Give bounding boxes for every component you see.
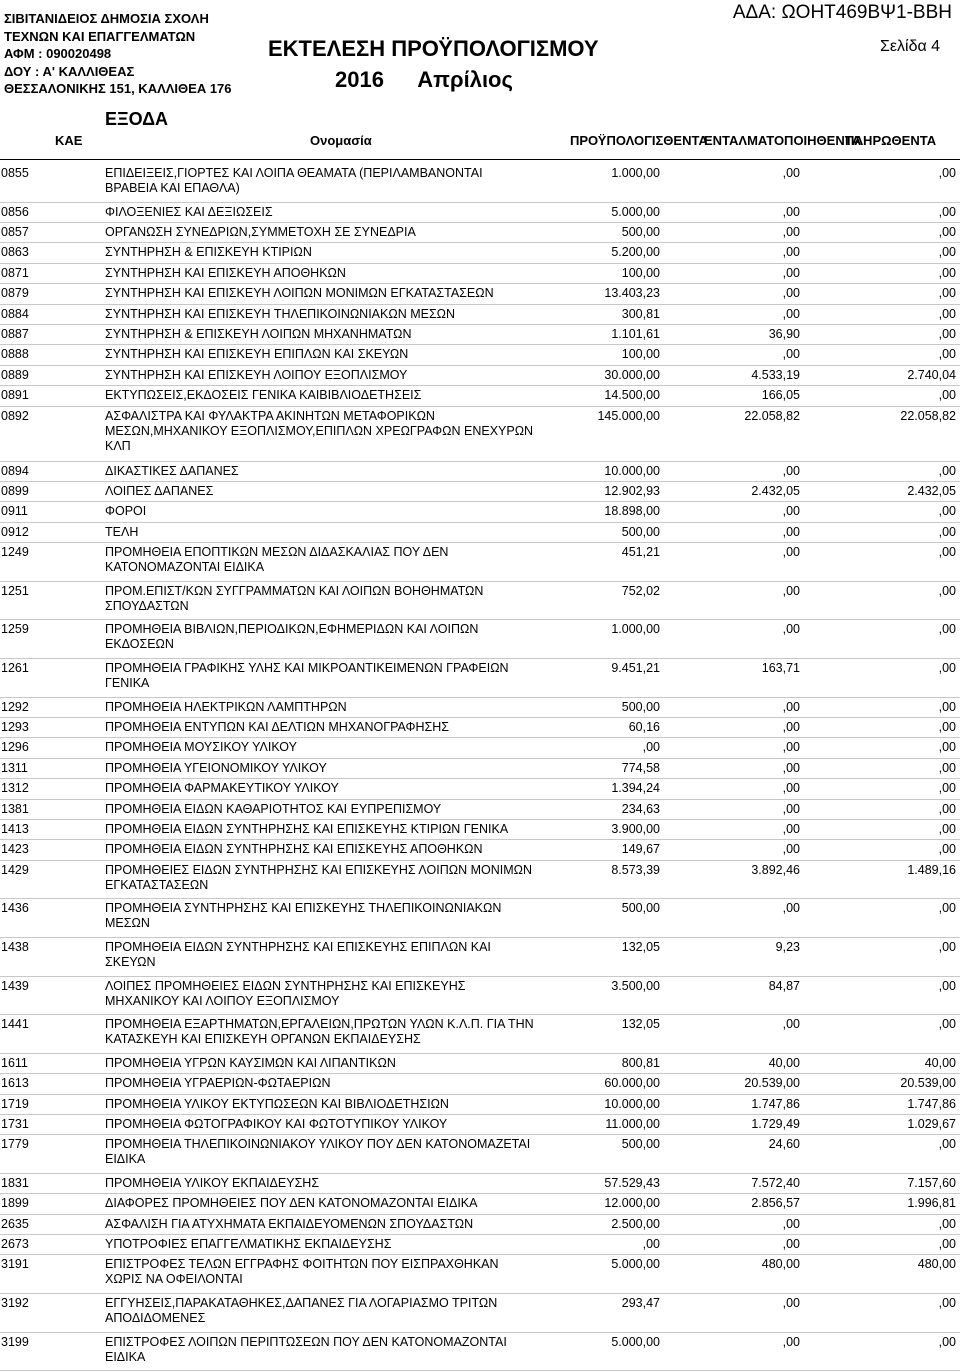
table-row [0,243,960,263]
row-committed: ,00 [782,760,800,775]
row-budgeted: ,00 [642,740,660,755]
row-budgeted: 60,16 [628,720,660,735]
row-budgeted: 3.500,00 [611,978,660,993]
row-paid: ,00 [938,306,956,321]
row-budgeted: 57.529,43 [604,1175,660,1190]
row-paid: ,00 [938,286,956,301]
table-row [0,899,960,938]
row-kae: 1436 [1,901,29,916]
row-budgeted: 774,58 [621,760,660,775]
table-row [0,305,960,325]
row-budgeted: 145.000,00 [597,408,660,423]
row-committed: 2.432,05 [751,484,800,499]
row-paid: ,00 [938,781,956,796]
row-committed: ,00 [782,583,800,598]
table-row [0,1255,960,1294]
row-committed: ,00 [782,740,800,755]
row-budgeted: 60.000,00 [604,1076,660,1091]
row-paid: ,00 [938,1334,956,1349]
row-name: ΠΡΟΜΗΘΕΙΑ ΕΙΔΩΝ ΣΥΝΤΗΡΗΣΗΣ ΚΑΙ ΕΠΙΣΚΕΥΗΣ ΚΤΙΡΙΩΝ ΓΕΝΙΚΑ [105,821,509,836]
row-paid: ,00 [938,524,956,539]
table-row [0,1333,960,1371]
row-kae: 0857 [1,224,29,239]
table-row [0,582,960,621]
row-name: ΠΡΟΜΗΘΕΙΑ ΤΗΛΕΠΙΚΟΙΝΩΝΙΑΚΟΥ ΥΛΙΚΟΥ ΠΟΥ ΔΕΝ ΚΑΤΟΝΟΜΑΖΕΤΑΙ ΕΙΔΙΚΑ [105,1137,531,1167]
row-kae: 1731 [1,1116,29,1131]
table-row [0,718,960,738]
row-kae: 1441 [1,1017,29,1032]
row-name: ΠΡΟΜΗΘΕΙΑ ΥΛΙΚΟΥ ΕΚΠΑΙΔΕΥΣΗΣ [105,1175,320,1190]
row-budgeted: 5.000,00 [611,1257,660,1272]
row-kae: 1311 [1,760,28,775]
row-name: ΤΕΛΗ [105,524,139,539]
row-committed: 1.729,49 [751,1116,800,1131]
row-name: ΠΡΟΜΗΘΕΙΑ ΦΩΤΟΓΡΑΦΙΚΟΥ ΚΑΙ ΦΩΤΟΤΥΠΙΚΟΥ ΥΛΙΚΟΥ [105,1116,448,1131]
row-kae: 0887 [1,326,29,341]
row-name: ΠΡΟΜΗΘΕΙΑ ΒΙΒΛΙΩΝ,ΠΕΡΙΟΔΙΚΩΝ,ΕΦΗΜΕΡΙΔΩΝ ΚΑΙ ΛΟΙΠΩΝ ΕΚΔΟΣΕΩΝ [105,622,479,652]
row-committed: ,00 [782,245,800,260]
table-row [0,840,960,860]
row-name: ΕΠΙΔΕΙΞΕΙΣ,ΓΙΟΡΤΕΣ ΚΑΙ ΛΟΙΠΑ ΘΕΑΜΑΤΑ (ΠΕΡΙΛΑΜΒΑΝΟΝΤΑΙ ΒΡΑΒΕΙΑ ΚΑΙ ΕΠΑΘΛΑ) [105,166,483,195]
row-budgeted: ,00 [642,1237,660,1252]
row-committed: ,00 [782,265,800,280]
row-budgeted: 500,00 [621,699,660,714]
row-paid: 1.029,67 [907,1116,956,1131]
table-row [0,1235,960,1255]
table-row [0,1015,960,1054]
report-year: 2016 [335,67,384,92]
table-row [0,938,960,977]
row-kae: 1438 [1,939,29,954]
table-row [0,1135,960,1174]
row-budgeted: 293,47 [621,1296,660,1311]
table-row [0,779,960,799]
row-budgeted: 10.000,00 [604,463,660,478]
table-row [0,502,960,522]
row-kae: 1423 [1,842,29,857]
table-row [0,523,960,543]
address: ΘΕΣΣΑΛΟΝΙΚΗΣ 151, ΚΑΛΛΙΘΕΑ 176 [4,81,232,96]
row-kae: 1899 [1,1196,29,1211]
row-paid: 1.996,81 [907,1196,956,1211]
table-row [0,223,960,243]
table-row [0,1074,960,1094]
table-row [0,366,960,386]
table-row [0,1115,960,1135]
row-committed: ,00 [782,347,800,362]
row-paid: ,00 [938,245,956,260]
row-name: ΠΡΟΜΗΘΕΙΑ ΕΙΔΩΝ ΚΑΘΑΡΙΟΤΗΤΟΣ ΚΑΙ ΕΥΠΡΕΠΙΣΜΟΥ [105,801,442,816]
row-committed: ,00 [782,842,800,857]
row-paid: ,00 [938,204,956,219]
row-name: ΠΡΟΜΗΘΕΙΑ ΗΛΕΚΤΡΙΚΩΝ ΛΑΜΠΤΗΡΩΝ [105,699,347,714]
institution-line: ΣΙΒΙΤΑΝΙΔΕΙΟΣ ΔΗΜΟΣΙΑ ΣΧΟΛΗ [4,11,209,26]
row-committed: 84,87 [768,978,800,993]
ada-code: ΑΔΑ: ΩΟΗΤ469ΒΨ1-ΒΒΗ [732,2,952,23]
row-committed: ,00 [782,1296,800,1311]
column-header-kae: ΚΑΕ [55,133,83,148]
row-paid: ,00 [938,388,956,403]
row-kae: 1719 [1,1096,29,1111]
row-paid: ,00 [938,265,956,280]
row-committed: ,00 [782,166,800,180]
row-committed: ,00 [782,622,800,637]
row-name: ΠΡΟΜΗΘΕΙΑ ΓΡΑΦΙΚΗΣ ΥΛΗΣ ΚΑΙ ΜΙΚΡΟΑΝΤΙΚΕΙΜΕΝΩΝ ΓΡΑΦΕΙΩΝ ΓΕΝΙΚΑ [105,661,509,691]
column-header-paid: ΠΛΗΡΩΘΕΝΤΑ [845,133,937,148]
row-kae: 1831 [1,1175,29,1190]
row-kae: 1249 [1,545,29,560]
row-committed: 3.892,46 [751,862,800,877]
row-budgeted: 3.900,00 [611,821,660,836]
row-name: ΕΚΤΥΠΩΣΕΙΣ,ΕΚΔΟΣΕΙΣ ΓΕΝΙΚΑ ΚΑΙΒΙΒΛΙΟΔΕΤΗΣΕΙΣ [105,388,422,403]
row-paid: ,00 [938,760,956,775]
row-committed: 163,71 [761,661,800,676]
row-kae: 1293 [1,720,29,735]
row-budgeted: 100,00 [621,347,660,362]
row-committed: ,00 [782,720,800,735]
row-paid: ,00 [938,166,956,180]
row-budgeted: 13.403,23 [604,286,660,301]
row-paid: ,00 [938,504,956,519]
row-budgeted: 500,00 [621,524,660,539]
row-committed: ,00 [782,1017,800,1032]
table-row [0,659,960,698]
row-kae: 1439 [1,978,29,993]
row-kae: 0911 [1,504,28,519]
row-budgeted: 5.000,00 [611,204,660,219]
row-name: ΦΟΡΟΙ [105,504,147,519]
row-paid: ,00 [938,1017,956,1032]
row-name: ΔΙΚΑΣΤΙΚΕΣ ΔΑΠΑΝΕΣ [105,463,239,478]
row-name: ΣΥΝΤΗΡΗΣΗ ΚΑΙ ΕΠΙΣΚΕΥΗ ΑΠΟΘΗΚΩΝ [105,265,346,280]
row-name: ΣΥΝΤΗΡΗΣΗ ΚΑΙ ΕΠΙΣΚΕΥΗ ΛΟΙΠΟΥ ΕΞΟΠΛΙΣΜΟΥ [105,367,408,382]
row-name: ΠΡΟΜΗΘΕΙΑ ΥΛΙΚΟΥ ΕΚΤΥΠΩΣΕΩΝ ΚΑΙ ΒΙΒΛΙΟΔΕΤΗΣΙΩΝ [105,1096,449,1111]
row-kae: 3192 [1,1296,29,1311]
row-kae: 0863 [1,245,29,260]
row-committed: ,00 [782,1216,800,1231]
column-header-budgeted: ΠΡΟΫΠΟΛΟΓΙΣΘΕΝΤΑ [570,133,708,148]
row-kae: 0894 [1,463,29,478]
row-committed: 24,60 [768,1137,800,1152]
row-kae: 0871 [1,265,29,280]
row-budgeted: 12.902,93 [604,484,660,499]
row-name: ΣΥΝΤΗΡΗΣΗ & ΕΠΙΣΚΕΥΗ ΛΟΙΠΩΝ ΜΗΧΑΝΗΜΑΤΩΝ [105,326,412,341]
table-row [0,407,960,462]
table-row [0,345,960,365]
row-name: ΠΡΟΜΗΘΕΙΑ ΕΞΑΡΤΗΜΑΤΩΝ,ΕΡΓΑΛΕΙΩΝ,ΠΡΩΤΩΝ ΥΛΩΝ Κ.Λ.Π. ΓΙΑ ΤΗΝ ΚΑΤΑΣΚΕΥΗ ΚΑΙ ΕΠΙΣΚΕΥΗ ΟΡΓΑΝΩΝ ΕΚΠΑΙΔΕΥΣΗΣ [105,1017,534,1047]
page-number: Σελίδα 4 [880,38,941,55]
row-budgeted: 500,00 [621,1137,660,1152]
row-paid: ,00 [938,1296,956,1311]
row-name: ΠΡΟΜΗΘΕΙΑ ΜΟΥΣΙΚΟΥ ΥΛΙΚΟΥ [105,740,297,755]
table-row [0,284,960,304]
row-paid: ,00 [938,583,956,598]
row-name: ΣΥΝΤΗΡΗΣΗ & ΕΠΙΣΚΕΥΗ ΚΤΙΡΙΩΝ [105,245,312,260]
row-paid: ,00 [938,842,956,857]
table-row [0,1215,960,1235]
table-row [0,462,960,482]
row-paid: ,00 [938,1237,956,1252]
report-month: Απρίλιος [417,67,513,92]
row-kae: 0888 [1,347,29,362]
row-name: ΕΠΙΣΤΡΟΦΕΣ ΤΕΛΩΝ ΕΓΓΡΑΦΗΣ ΦΟΙΤΗΤΩΝ ΠΟΥ ΕΙΣΠΡΑΧΘΗΚΑΝ ΧΩΡΙΣ ΝΑ ΟΦΕΙΛΟΝΤΑΙ [105,1257,499,1287]
row-paid: 2.432,05 [907,484,956,499]
row-committed: ,00 [782,1334,800,1349]
row-name: ΔΙΑΦΟΡΕΣ ΠΡΟΜΗΘΕΙΕΣ ΠΟΥ ΔΕΝ ΚΑΤΟΝΟΜΑΖΟΝΤΑΙ ΕΙΔΙΚΑ [105,1196,478,1211]
table-row [0,1054,960,1074]
row-kae: 1429 [1,862,29,877]
row-kae: 0856 [1,204,29,219]
table-row [0,977,960,1016]
row-paid: 22.058,82 [900,408,956,423]
row-budgeted: 132,05 [621,1017,660,1032]
row-name: ΠΡΟΜΗΘΕΙΑ ΥΓΡΩΝ ΚΑΥΣΙΜΩΝ ΚΑΙ ΛΙΠΑΝΤΙΚΩΝ [105,1055,396,1070]
row-kae: 1312 [1,781,29,796]
table-row [0,698,960,718]
row-paid: ,00 [938,720,956,735]
row-kae: 0855 [1,166,29,180]
table-row [0,386,960,406]
table-row [0,738,960,758]
table-row [0,1174,960,1194]
row-paid: 7.157,60 [907,1175,956,1190]
row-committed: 2.856,57 [751,1196,800,1211]
row-kae: 1261 [1,661,29,676]
row-paid: ,00 [938,821,956,836]
section-title: ΕΞΟΔΑ [105,109,169,129]
row-name: ΠΡΟΜΗΘΕΙΑ ΕΝΤΥΠΩΝ ΚΑΙ ΔΕΛΤΙΩΝ ΜΗΧΑΝΟΓΡΑΦΗΣΗΣ [105,720,450,735]
row-name: ΠΡΟΜΗΘΕΙΑ ΣΥΝΤΗΡΗΣΗΣ ΚΑΙ ΕΠΙΣΚΕΥΗΣ ΤΗΛΕΠΙΚΟΙΝΩΝΙΑΚΩΝ ΜΕΣΩΝ [105,901,502,931]
row-committed: ,00 [782,306,800,321]
row-kae: 1779 [1,1137,29,1152]
row-name: ΑΣΦΑΛΙΣΤΡΑ ΚΑΙ ΦΥΛΑΚΤΡΑ ΑΚΙΝΗΤΩΝ ΜΕΤΑΦΟΡΙΚΩΝ ΜΕΣΩΝ,ΜΗΧΑΝΙΚΟΥ ΕΞΟΠΛΙΣΜΟΥ,ΕΠΙΠΛΩΝ ΧΡΕΩΓΡΑΦΩΝ ΕΝΕΧΥΡΩΝ ΚΛΠ [105,408,534,453]
report-title: ΕΚΤΕΛΕΣΗ ΠΡΟΫΠΟΛΟΓΙΣΜΟΥ [268,36,599,61]
row-budgeted: 100,00 [621,265,660,280]
row-committed: ,00 [782,821,800,836]
row-committed: ,00 [782,1237,800,1252]
row-paid: ,00 [938,347,956,362]
row-kae: 2635 [1,1216,29,1231]
row-name: ΠΡΟΜΗΘΕΙΑ ΦΑΡΜΑΚΕΥΤΙΚΟΥ ΥΛΙΚΟΥ [105,781,339,796]
row-paid: 1.489,16 [907,862,956,877]
row-budgeted: 9.451,21 [611,661,660,676]
row-budgeted: 5.200,00 [611,245,660,260]
row-paid: 40,00 [924,1055,956,1070]
row-name: ΕΠΙΣΤΡΟΦΕΣ ΛΟΙΠΩΝ ΠΕΡΙΠΤΩΣΕΩΝ ΠΟΥ ΔΕΝ ΚΑΤΟΝΟΜΑΖΟΝΤΑΙ ΕΙΔΙΚΑ [105,1334,507,1364]
row-kae: 0884 [1,306,29,321]
row-committed: 4.533,19 [751,367,800,382]
row-name: ΣΥΝΤΗΡΗΣΗ ΚΑΙ ΕΠΙΣΚΕΥΗ ΤΗΛΕΠΙΚΟΙΝΩΝΙΑΚΩΝ ΜΕΣΩΝ [105,306,456,321]
institution-info [4,10,232,98]
row-committed: ,00 [782,545,800,560]
row-paid: ,00 [938,1137,956,1152]
row-budgeted: 752,02 [621,583,660,598]
row-kae: 1611 [1,1055,28,1070]
row-kae: 0892 [1,408,29,423]
row-budgeted: 12.000,00 [604,1196,660,1211]
tax-office: ΔΟΥ : Α' ΚΑΛΛΙΘΕΑΣ [4,63,135,79]
row-committed: 1.747,86 [751,1096,800,1111]
expense-table [0,164,960,1371]
row-committed: 40,00 [768,1055,800,1070]
row-paid: ,00 [938,939,956,954]
row-kae: 1381 [1,801,29,816]
row-name: ΑΣΦΑΛΙΣΗ ΓΙΑ ΑΤΥΧΗΜΑΤΑ ΕΚΠΑΙΔΕΥΟΜΕΝΩΝ ΣΠΟΥΔΑΣΤΩΝ [105,1216,474,1231]
row-committed: 22.058,82 [744,408,800,423]
row-committed: 36,90 [768,326,800,341]
row-paid: 480,00 [917,1257,956,1272]
row-kae: 3199 [1,1334,29,1349]
row-budgeted: 30.000,00 [604,367,660,382]
row-paid: ,00 [938,740,956,755]
column-header-committed: ΕΝΤΑΛΜΑΤΟΠΟΙΗΘΕΝΤΑ [704,133,862,148]
row-paid: ,00 [938,622,956,637]
row-paid: ,00 [938,978,956,993]
row-kae: 1613 [1,1076,29,1091]
table-row [0,543,960,582]
row-budgeted: 2.500,00 [611,1216,660,1231]
row-paid: ,00 [938,901,956,916]
row-budgeted: 800,81 [621,1055,660,1070]
row-committed: ,00 [782,524,800,539]
row-name: ΠΡΟΜΗΘΕΙΑ ΕΙΔΩΝ ΣΥΝΤΗΡΗΣΗΣ ΚΑΙ ΕΠΙΣΚΕΥΗΣ ΕΠΙΠΛΩΝ ΚΑΙ ΣΚΕΥΩΝ [105,939,491,969]
row-committed: ,00 [782,781,800,796]
row-committed: ,00 [782,286,800,301]
row-budgeted: 234,63 [621,801,660,816]
row-budgeted: 149,67 [621,842,660,857]
row-committed: 9,23 [775,939,800,954]
row-committed: ,00 [782,801,800,816]
row-name: ΠΡΟΜΗΘΕΙΑ ΕΙΔΩΝ ΣΥΝΤΗΡΗΣΗΣ ΚΑΙ ΕΠΙΣΚΕΥΗΣ ΑΠΟΘΗΚΩΝ [105,842,483,857]
row-budgeted: 500,00 [621,224,660,239]
row-name: ΠΡΟΜΗΘΕΙΑ ΥΓΕΙΟΝΟΜΙΚΟΥ ΥΛΙΚΟΥ [105,760,327,775]
row-paid: 20.539,00 [900,1076,956,1091]
row-kae: 1296 [1,740,29,755]
row-name: ΠΡΟΜΗΘΕΙΕΣ ΕΙΔΩΝ ΣΥΝΤΗΡΗΣΗΣ ΚΑΙ ΕΠΙΣΚΕΥΗΣ ΛΟΙΠΩΝ ΜΟΝΙΜΩΝ ΕΓΚΑΤΑΣΤΑΣΕΩΝ [105,862,532,892]
row-name: ΠΡΟΜ.ΕΠΙΣΤ/ΚΩΝ ΣΥΓΓΡΑΜΜΑΤΩΝ ΚΑΙ ΛΟΙΠΩΝ ΒΟΗΘΗΜΑΤΩΝ ΣΠΟΥΔΑΣΤΩΝ [105,583,484,613]
table-row [0,820,960,840]
row-paid: ,00 [938,326,956,341]
row-budgeted: 300,81 [621,306,660,321]
row-name: ΛΟΙΠΕΣ ΔΑΠΑΝΕΣ [105,484,214,499]
row-budgeted: 1.000,00 [611,622,660,637]
header-divider [0,159,960,160]
row-paid: ,00 [938,801,956,816]
row-name: ΥΠΟΤΡΟΦΙΕΣ ΕΠΑΓΓΕΛΜΑΤΙΚΗΣ ΕΚΠΑΙΔΕΥΣΗΣ [105,1237,392,1252]
row-kae: 1413 [1,821,29,836]
row-kae: 1259 [1,622,29,637]
row-budgeted: 451,21 [621,545,660,560]
row-budgeted: 1.000,00 [611,166,660,180]
table-row [0,164,960,203]
row-budgeted: 10.000,00 [604,1096,660,1111]
report-period [335,67,541,93]
table-row [0,861,960,900]
table-row [0,482,960,502]
row-paid: ,00 [938,224,956,239]
row-paid: 2.740,04 [907,367,956,382]
row-paid: ,00 [938,463,956,478]
institution-line: ΤΕΧΝΩΝ ΚΑΙ ΕΠΑΓΓΕΛΜΑΤΩΝ [4,28,196,44]
row-committed: ,00 [782,901,800,916]
table-row [0,759,960,779]
row-name: ΕΓΓΥΗΣΕΙΣ,ΠΑΡΑΚΑΤΑΘΗΚΕΣ,ΔΑΠΑΝΕΣ ΓΙΑ ΛΟΓΑΡΙΑΣΜΟ ΤΡΙΤΩΝ ΑΠΟΔΙΔΟΜΕΝΕΣ [105,1296,498,1326]
row-kae: 1251 [1,583,29,598]
row-kae: 0891 [1,388,29,403]
row-name: ΦΙΛΟΞΕΝΙΕΣ ΚΑΙ ΔΕΞΙΩΣΕΙΣ [105,204,273,219]
table-row [0,1194,960,1214]
row-budgeted: 11.000,00 [605,1116,660,1131]
row-committed: ,00 [782,204,800,219]
row-kae: 3191 [1,1257,29,1272]
row-kae: 2673 [1,1237,29,1252]
row-name: ΣΥΝΤΗΡΗΣΗ ΚΑΙ ΕΠΙΣΚΕΥΗ ΕΠΙΠΛΩΝ ΚΑΙ ΣΚΕΥΩΝ [105,347,409,362]
table-row [0,1095,960,1115]
row-name: ΣΥΝΤΗΡΗΣΗ ΚΑΙ ΕΠΙΣΚΕΥΗ ΛΟΙΠΩΝ ΜΟΝΙΜΩΝ ΕΓΚΑΤΑΣΤΑΣΕΩΝ [105,286,494,301]
row-name: ΛΟΙΠΕΣ ΠΡΟΜΗΘΕΙΕΣ ΕΙΔΩΝ ΣΥΝΤΗΡΗΣΗΣ ΚΑΙ ΕΠΙΣΚΕΥΗΣ ΜΗΧΑΝΙΚΟΥ ΚΑΙ ΛΟΙΠΟΥ ΕΞΟΠΛΙΣΜΟΥ [105,978,466,1008]
row-budgeted: 18.898,00 [604,504,660,519]
row-committed: ,00 [782,224,800,239]
row-budgeted: 1.394,24 [611,781,660,796]
table-row [0,325,960,345]
row-budgeted: 5.000,00 [611,1334,660,1349]
row-budgeted: 132,05 [621,939,660,954]
row-budgeted: 500,00 [621,901,660,916]
row-committed: ,00 [782,504,800,519]
row-paid: 1.747,86 [907,1096,956,1111]
row-committed: 166,05 [761,388,800,403]
row-name: ΟΡΓΑΝΩΣΗ ΣΥΝΕΔΡΙΩΝ,ΣΥΜΜΕΤΟΧΗ ΣΕ ΣΥΝΕΔΡΙΑ [105,224,416,239]
row-paid: ,00 [938,545,956,560]
row-budgeted: 14.500,00 [604,388,660,403]
row-kae: 1292 [1,699,29,714]
row-kae: 0912 [1,524,29,539]
row-committed: ,00 [782,699,800,714]
row-budgeted: 1.101,61 [611,326,660,341]
row-name: ΠΡΟΜΗΘΕΙΑ ΥΓΡΑΕΡΙΩΝ-ΦΩΤΑΕΡΙΩΝ [105,1076,331,1091]
row-committed: ,00 [782,463,800,478]
row-budgeted: 8.573,39 [611,862,660,877]
row-committed: 7.572,40 [751,1175,800,1190]
column-header-name: Ονομασία [310,133,372,148]
row-paid: ,00 [938,699,956,714]
table-row [0,800,960,820]
table-row [0,1294,960,1333]
row-committed: 480,00 [761,1257,800,1272]
table-row [0,264,960,284]
row-name: ΠΡΟΜΗΘΕΙΑ ΕΠΟΠΤΙΚΩΝ ΜΕΣΩΝ ΔΙΔΑΣΚΑΛΙΑΣ ΠΟΥ ΔΕΝ ΚΑΤΟΝΟΜΑΖΟΝΤΑΙ ΕΙΔΙΚΑ [105,545,449,575]
row-kae: 0889 [1,367,29,382]
row-paid: ,00 [938,661,956,676]
row-kae: 0899 [1,484,29,499]
table-row [0,203,960,223]
row-kae: 0879 [1,286,29,301]
row-committed: 20.539,00 [744,1076,800,1091]
row-paid: ,00 [938,1216,956,1231]
table-row [0,620,960,659]
tax-id: ΑΦΜ : 090020498 [4,46,112,61]
